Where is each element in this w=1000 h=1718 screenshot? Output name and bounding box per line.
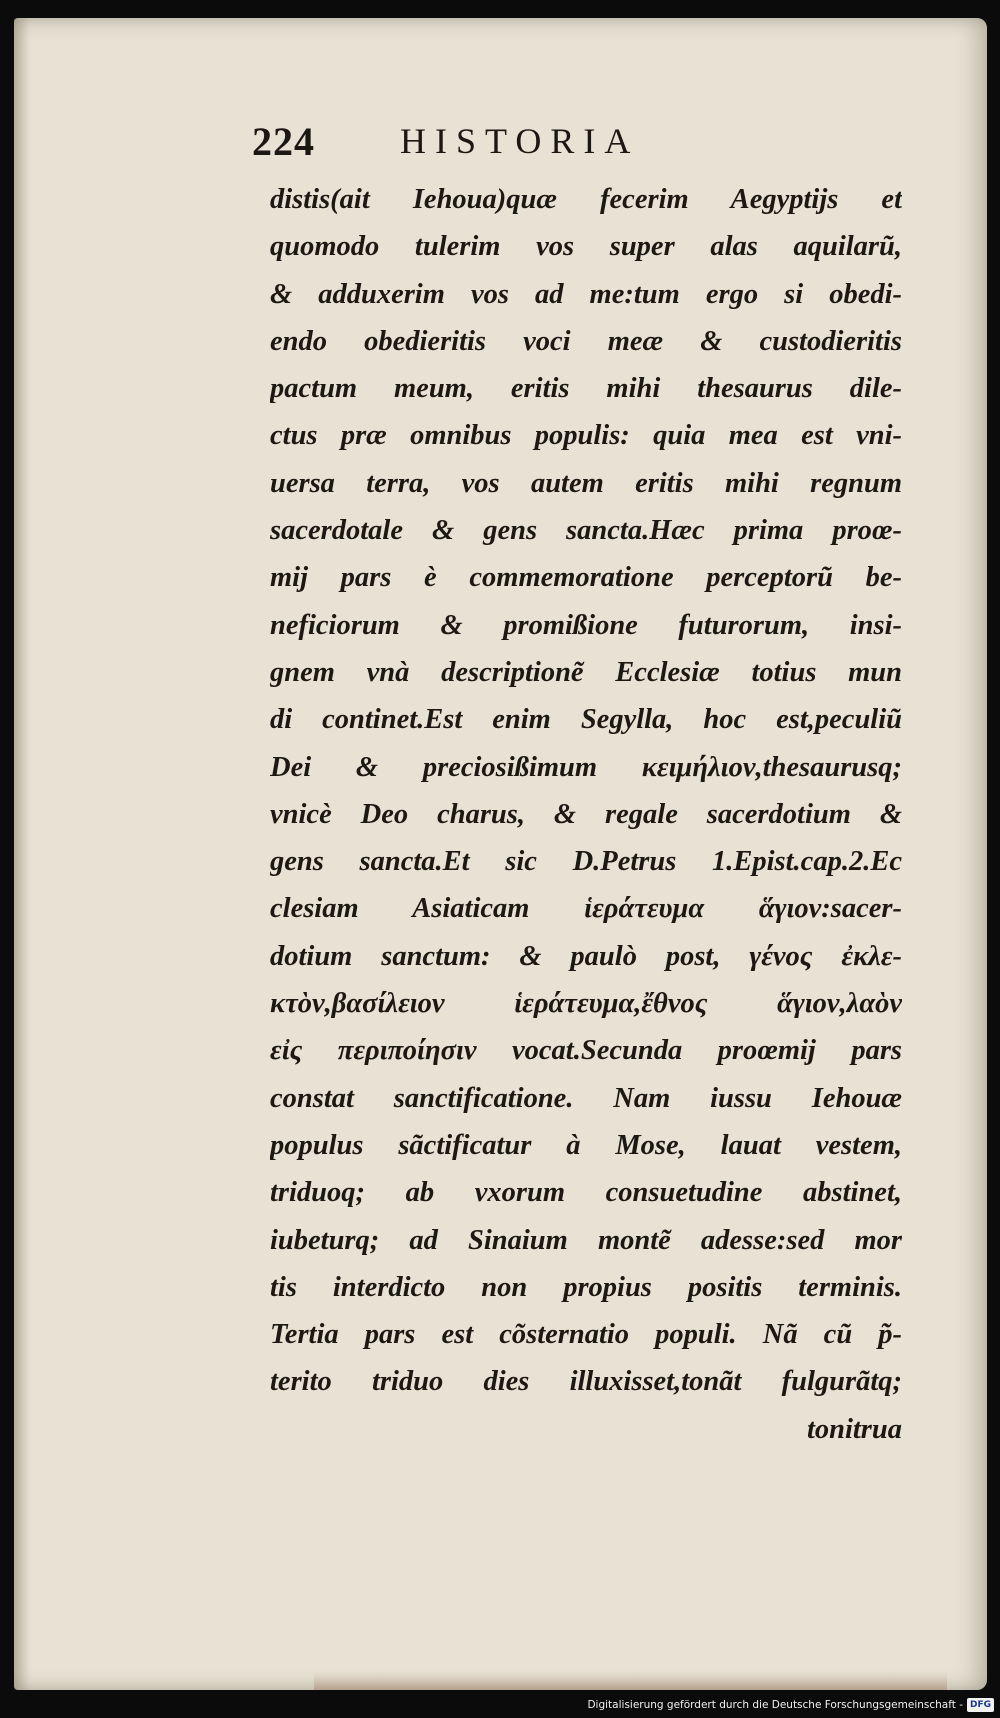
dfg-logo-icon: DFG <box>967 1698 994 1712</box>
footer-credit: Digitalisierung gefördert durch die Deutsche Forschungsgemeinschaft - <box>587 1699 963 1711</box>
text-line: tonitrua <box>806 1413 902 1445</box>
page-number: 224 <box>252 119 315 164</box>
text-line: ctus præ omnibus populis: quia mea est vni- <box>270 420 902 452</box>
text-line: constat sanctificatione. Nam iussu Iehouæ <box>270 1082 902 1114</box>
text-line: populus sãctificatur à Mose, lauat vestem, <box>270 1129 902 1161</box>
text-block <box>270 176 902 1453</box>
text-line: iubeturq; ad Sinaium montẽ adesse:sed mor <box>270 1224 902 1256</box>
text-line: Dei & preciosißimum κειμήλιον,thesaurusq; <box>270 751 902 783</box>
text-line: vnicè Deo charus, & regale sacerdotium & <box>270 798 902 830</box>
running-head <box>252 118 772 168</box>
text-line: triduoq; ab vxorum consuetudine abstinet, <box>270 1177 902 1209</box>
text-line: sacerdotale & gens sancta.Hæc prima proœ- <box>270 515 902 547</box>
book-page <box>14 18 987 1690</box>
text-line: uersa terra, vos autem eritis mihi regnum <box>270 467 902 499</box>
text-line: Tertia pars est cõsternatio populi. Nã cũ p̃- <box>270 1319 902 1351</box>
text-line: quomodo tulerim vos super alas aquilarũ, <box>270 231 902 263</box>
text-line: clesiam Asiaticam ἱεράτευμα ἅγιον:sacer- <box>270 893 902 925</box>
text-line: pactum meum, eritis mihi thesaurus dile- <box>270 373 902 405</box>
page-edge-shade <box>314 1672 947 1690</box>
text-line: tis interdicto non propius positis terminis. <box>270 1271 902 1303</box>
text-line: endo obedieritis voci meæ & custodieritis <box>270 325 902 357</box>
digitization-footer <box>587 1695 994 1715</box>
text-line: dotium sanctum: & paulò post, γένος ἐκλε- <box>270 940 902 972</box>
running-title: HISTORIA <box>400 121 640 161</box>
text-line: mij pars è commemoratione perceptorũ be- <box>270 562 902 594</box>
text-line: εἰς περιποίησιν vocat.Secunda proœmij pars <box>270 1035 902 1067</box>
text-line: distis(ait Iehoua)quæ fecerim Aegyptijs et <box>270 184 902 215</box>
text-line: terito triduo dies illuxisset,tonãt fulgurãtq; <box>270 1366 902 1398</box>
text-line: di continet.Est enim Segylla, hoc est,peculiũ <box>270 704 902 736</box>
text-line: & adduxerim vos ad me:tum ergo si obedi- <box>270 278 902 310</box>
text-line: neficiorum & promißione futurorum, insi- <box>270 609 902 641</box>
text-line: κτὸν,βασίλειον ἱεράτευμα,ἔθνος ἅγιον,λαὸν <box>270 988 902 1020</box>
text-line: gens sancta.Et sic D.Petrus 1.Epist.cap.2.Ec <box>270 846 902 878</box>
text-line: gnem vnà descriptionẽ Ecclesiæ totius mun <box>270 656 902 688</box>
